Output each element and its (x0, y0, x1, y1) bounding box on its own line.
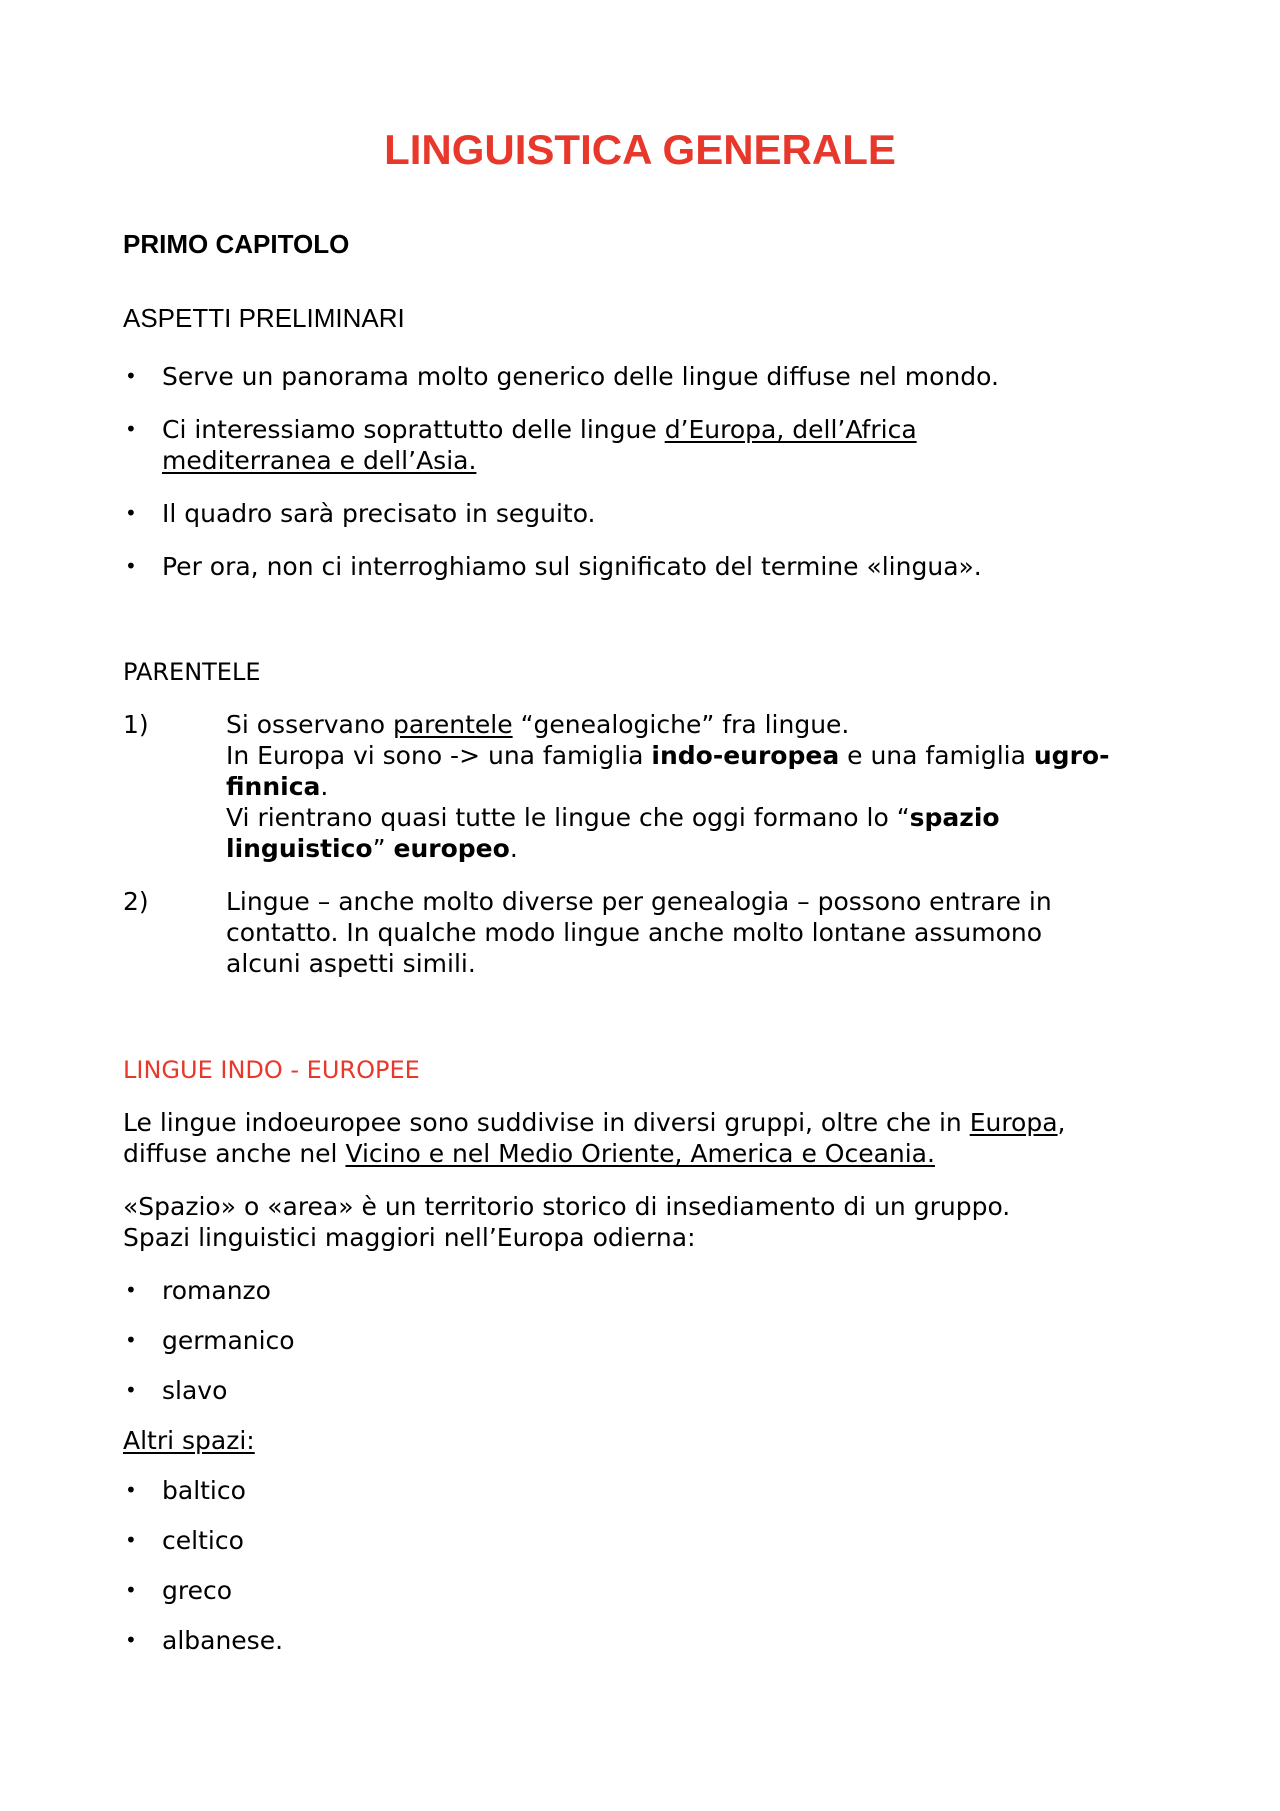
bullet: • (125, 364, 137, 388)
numbered-item-line: finnica. (226, 772, 329, 801)
list-item: slavo (162, 1376, 228, 1405)
list-item: celtico (162, 1526, 244, 1555)
paragraph-line: Le lingue indoeuropee sono suddivise in diversi gruppi, oltre che in Europa, (123, 1108, 1066, 1137)
bullet: • (125, 554, 137, 578)
bullet: • (125, 1578, 137, 1602)
list-item: Ci interessiamo soprattutto delle lingue d’Europa, dell’Africa (162, 415, 917, 444)
list-item: Il quadro sarà precisato in seguito. (162, 499, 596, 528)
list-item: baltico (162, 1476, 246, 1505)
numbered-item-line: Si osservano parentele “genealogiche” fra lingue. (226, 710, 850, 739)
numbered-item-line: contatto. In qualche modo lingue anche molto lontane assumono (226, 918, 1043, 947)
section-heading-parentele: PARENTELE (123, 658, 261, 686)
list-item: greco (162, 1576, 233, 1605)
bullet: • (125, 1478, 137, 1502)
numbered-item-line: In Europa vi sono -> una famiglia indo-europea e una famiglia ugro- (226, 741, 1110, 770)
bullet: • (125, 1378, 137, 1402)
bullet: • (125, 417, 137, 441)
item-number: 2) (123, 887, 149, 916)
section-heading-aspetti: ASPETTI PRELIMINARI (123, 303, 405, 333)
paragraph-line: «Spazio» o «area» è un territorio storico di insediamento di un gruppo. (123, 1192, 1011, 1221)
list-item: Per ora, non ci interroghiamo sul significato del termine «lingua». (162, 552, 982, 581)
numbered-item-line: linguistico” europeo. (226, 834, 518, 863)
underlined-text: mediterranea e dell’Asia. (162, 446, 477, 475)
underlined-text: parentele (392, 710, 513, 739)
chapter-heading: PRIMO CAPITOLO (123, 229, 350, 259)
list-item: Serve un panorama molto generico delle lingue diffuse nel mondo. (162, 362, 999, 391)
section-heading-indoeuropee: LINGUE INDO - EUROPEE (123, 1056, 420, 1084)
numbered-item-line: Lingue – anche molto diverse per genealogia – possono entrare in (226, 887, 1052, 916)
numbered-item-line: Vi rientrano quasi tutte le lingue che oggi formano lo “spazio (226, 803, 1000, 832)
item-number: 1) (123, 710, 149, 739)
underlined-text: d’Europa, dell’Africa (664, 415, 917, 444)
bullet: • (125, 501, 137, 525)
bullet: • (125, 1328, 137, 1352)
list-item-continuation (162, 445, 476, 476)
others-label: Altri spazi: (123, 1426, 255, 1455)
numbered-item-line: alcuni aspetti simili. (226, 949, 476, 978)
bullet: • (125, 1528, 137, 1552)
bullet: • (125, 1278, 137, 1302)
paragraph-line: diffuse anche nel Vicino e nel Medio Oriente, America e Oceania. (123, 1139, 935, 1168)
list-item: romanzo (162, 1276, 271, 1305)
underlined-text: Vicino e nel Medio Oriente, America e Oceania. (345, 1139, 935, 1168)
bullet: • (125, 1628, 137, 1652)
document-title: LINGUISTICA GENERALE (384, 126, 896, 173)
underlined-text: Europa (969, 1108, 1058, 1137)
list-item: germanico (162, 1326, 295, 1355)
list-item: albanese. (162, 1626, 284, 1655)
paragraph-line: Spazi linguistici maggiori nell’Europa odierna: (123, 1223, 696, 1252)
